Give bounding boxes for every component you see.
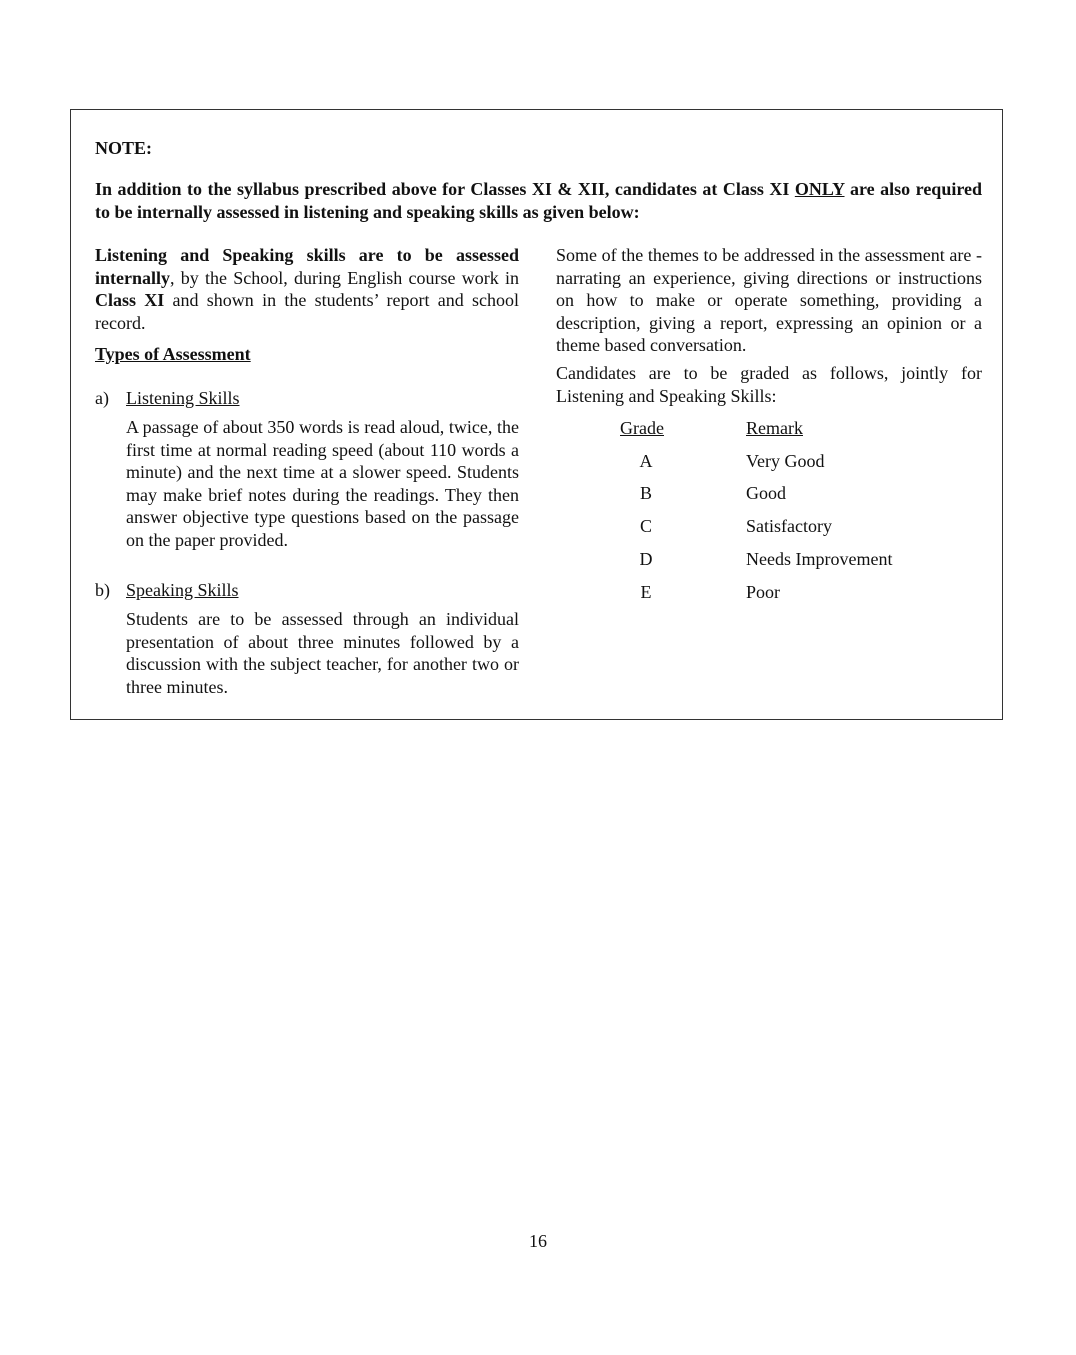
remark-header: Remark — [746, 418, 803, 438]
left-intro-bold-2: Class XI — [95, 290, 165, 310]
listening-skills-text: A passage of about 350 words is read aloud, twice, the first time at normal reading speed (about 110 words a minute) and the next time at a slower speed. Students may make brief notes during the readings. They then answer objective type questions based on the passage on the paper provided. — [126, 417, 519, 550]
types-of-assessment-heading: Types of Assessment — [95, 344, 251, 364]
speaking-skills-text: Students are to be assessed through an individual presentation of about three minutes followed by a discussion with the subject teacher, for another two or three minutes. — [126, 609, 519, 697]
remark-value: Very Good — [746, 451, 825, 471]
left-intro-paragraph — [95, 244, 519, 334]
grade-value: B — [639, 483, 652, 503]
note-box — [70, 109, 1003, 720]
note-title: NOTE: — [95, 138, 153, 158]
remark-value: Satisfactory — [746, 516, 832, 536]
grade-value: D — [639, 549, 653, 569]
left-intro-text-1: , by the School, during English course work in — [170, 267, 519, 288]
note-intro-part2: are also required to be internally assessed in listening and speaking skills as given below: — [95, 179, 982, 222]
note-intro-only: ONLY — [794, 179, 845, 199]
grade-value: C — [639, 516, 652, 536]
note-intro-part1: In addition to the syllabus prescribed above for Classes XI & XII, candidates at Class XI — [95, 179, 795, 199]
speaking-skills-label: Speaking Skills — [126, 580, 239, 600]
themes-paragraph: Some of the themes to be addressed in the assessment are - narrating an experience, giving directions or instructions on how to make or operate something, providing a description, giving a report, expressing an opinion or a theme based conversation. — [556, 245, 982, 355]
listening-skills-label: Listening Skills — [126, 388, 240, 408]
note-intro — [95, 178, 982, 223]
grade-value: A — [639, 451, 653, 471]
left-intro-bold-1: Listening and Speaking skills are to be assessed internally — [95, 245, 519, 288]
item-marker-b: b) — [95, 580, 110, 600]
remark-value: Poor — [746, 582, 781, 602]
graded-paragraph: Candidates are to be graded as follows, jointly for Listening and Speaking Skills: — [556, 363, 982, 406]
grade-value: E — [640, 582, 652, 602]
remark-value: Good — [746, 483, 786, 503]
grade-header: Grade — [620, 418, 664, 438]
remark-value: Needs Improvement — [746, 549, 893, 569]
page-number: 16 — [529, 1231, 547, 1251]
left-intro-text-2: and shown in the students’ report and school record. — [95, 290, 519, 333]
item-marker-a: a) — [95, 388, 109, 408]
